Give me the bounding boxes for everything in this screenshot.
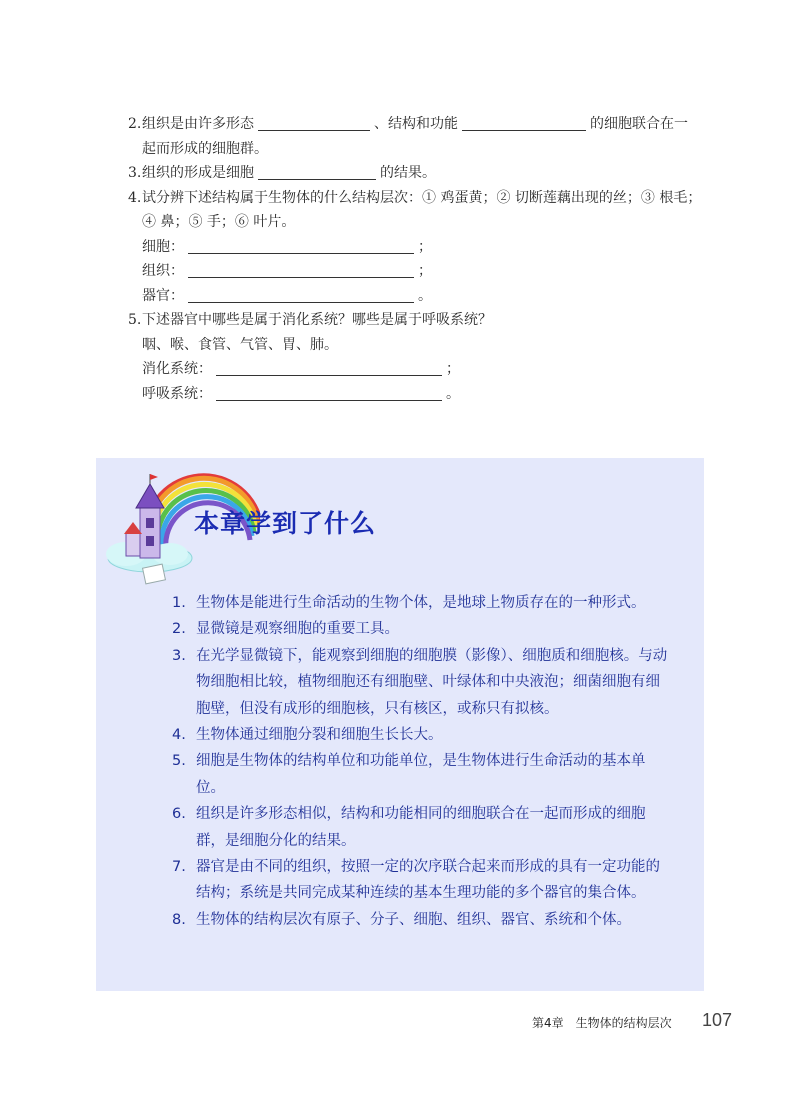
item-text: 生物体通过细胞分裂和细胞生长长大。 bbox=[196, 727, 443, 744]
question-number: 4. bbox=[128, 189, 142, 206]
question-text: 、结构和功能 bbox=[374, 116, 458, 132]
chapter-footer: 第4章 生物体的结构层次 bbox=[532, 1016, 672, 1030]
summary-item bbox=[172, 907, 672, 933]
question-4 bbox=[128, 186, 728, 211]
answer-blank[interactable] bbox=[216, 385, 442, 401]
answer-punctuation: ； bbox=[418, 263, 432, 279]
exercise-section bbox=[128, 112, 728, 406]
question-text: 的结果。 bbox=[380, 165, 436, 181]
answer-blank[interactable] bbox=[216, 360, 442, 376]
answer-blank[interactable] bbox=[462, 115, 586, 131]
item-number: 8. bbox=[172, 911, 186, 928]
question-text: 组织的形成是细胞 bbox=[142, 165, 254, 181]
item-number: 3. bbox=[172, 647, 186, 664]
summary-title: 本章学到了什么 bbox=[194, 509, 377, 538]
page-number: 107 bbox=[702, 1010, 733, 1030]
item-text: 组织是许多形态相似，结构和功能相同的细胞联合在一起而形成的细胞群，是细胞分化的结果。 bbox=[196, 806, 646, 849]
question-number: 3. bbox=[128, 165, 142, 181]
question-text: 下述器官中哪些是属于消化系统？哪些是属于呼吸系统？ bbox=[142, 312, 492, 328]
question-5 bbox=[128, 308, 728, 333]
answer-punctuation: 。 bbox=[446, 385, 460, 402]
answer-blank[interactable] bbox=[188, 287, 414, 303]
summary-list bbox=[172, 590, 672, 933]
answer-line-respiratory bbox=[128, 382, 728, 407]
answer-blank[interactable] bbox=[188, 262, 414, 278]
summary-item bbox=[172, 643, 672, 722]
answer-label: 组织： bbox=[142, 263, 184, 279]
summary-item bbox=[172, 801, 672, 854]
summary-item bbox=[172, 616, 672, 642]
item-number: 4. bbox=[172, 727, 186, 744]
item-text: 生物体的结构层次有原子、分子、细胞、组织、器官、系统和个体。 bbox=[196, 911, 631, 928]
answer-punctuation: ； bbox=[418, 238, 432, 255]
answer-label: 细胞： bbox=[142, 238, 184, 255]
item-number: 6. bbox=[172, 806, 186, 823]
question-3 bbox=[128, 161, 728, 186]
question-2-continued: 起而形成的细胞群。 bbox=[142, 140, 268, 157]
summary-item bbox=[172, 854, 672, 907]
item-text: 器官是由不同的组织，按照一定的次序联合起来而形成的具有一定功能的结构；系统是共同完成某种连续的基本生理功能的多个器官的集合体。 bbox=[196, 859, 660, 902]
summary-item bbox=[172, 722, 672, 748]
summary-item bbox=[172, 748, 672, 801]
answer-label: 器官： bbox=[142, 287, 184, 304]
question-5-continued: 咽、喉、食管、气管、胃、肺。 bbox=[142, 336, 338, 353]
answer-line-organ bbox=[128, 284, 728, 309]
item-number: 5. bbox=[172, 753, 186, 770]
answer-blank[interactable] bbox=[188, 238, 414, 254]
question-number: 5. bbox=[128, 312, 142, 328]
question-number: 2. bbox=[128, 116, 142, 132]
answer-punctuation: ； bbox=[446, 361, 460, 377]
answer-punctuation: 。 bbox=[418, 287, 432, 304]
item-text: 细胞是生物体的结构单位和功能单位，是生物体进行生命活动的基本单位。 bbox=[196, 753, 646, 796]
answer-line-digestive bbox=[128, 357, 728, 382]
answer-line-cell bbox=[128, 235, 728, 260]
question-text: 试分辨下述结构属于生物体的什么结构层次：① 鸡蛋黄；② 切断莲藕出现的丝；③ 根毛； bbox=[142, 189, 702, 206]
answer-blank[interactable] bbox=[258, 115, 370, 131]
item-number: 1. bbox=[172, 595, 186, 611]
item-text: 显微镜是观察细胞的重要工具。 bbox=[196, 621, 399, 638]
question-text: 的细胞联合在一 bbox=[590, 116, 688, 132]
question-4-continued: ④ 鼻；⑤ 手；⑥ 叶片。 bbox=[142, 214, 296, 230]
item-number: 7. bbox=[172, 859, 186, 876]
item-text: 生物体是能进行生命活动的生物个体，是地球上物质存在的一种形式。 bbox=[196, 595, 646, 611]
answer-label: 消化系统： bbox=[142, 361, 212, 377]
summary-item bbox=[172, 590, 672, 616]
question-2 bbox=[128, 112, 728, 137]
answer-blank[interactable] bbox=[258, 164, 376, 180]
item-number: 2. bbox=[172, 621, 186, 638]
question-text: 组织是由许多形态 bbox=[142, 116, 254, 132]
item-text: 在光学显微镜下，能观察到细胞的细胞膜（影像）、细胞质和细胞核。与动物细胞相比较，植物细胞还有细胞壁、叶绿体和中央液泡；细菌细胞有细胞壁，但没有成形的细胞核，只有核区，或称只有拟核。 bbox=[196, 647, 668, 717]
answer-line-tissue bbox=[128, 259, 728, 284]
answer-label: 呼吸系统： bbox=[142, 385, 212, 402]
